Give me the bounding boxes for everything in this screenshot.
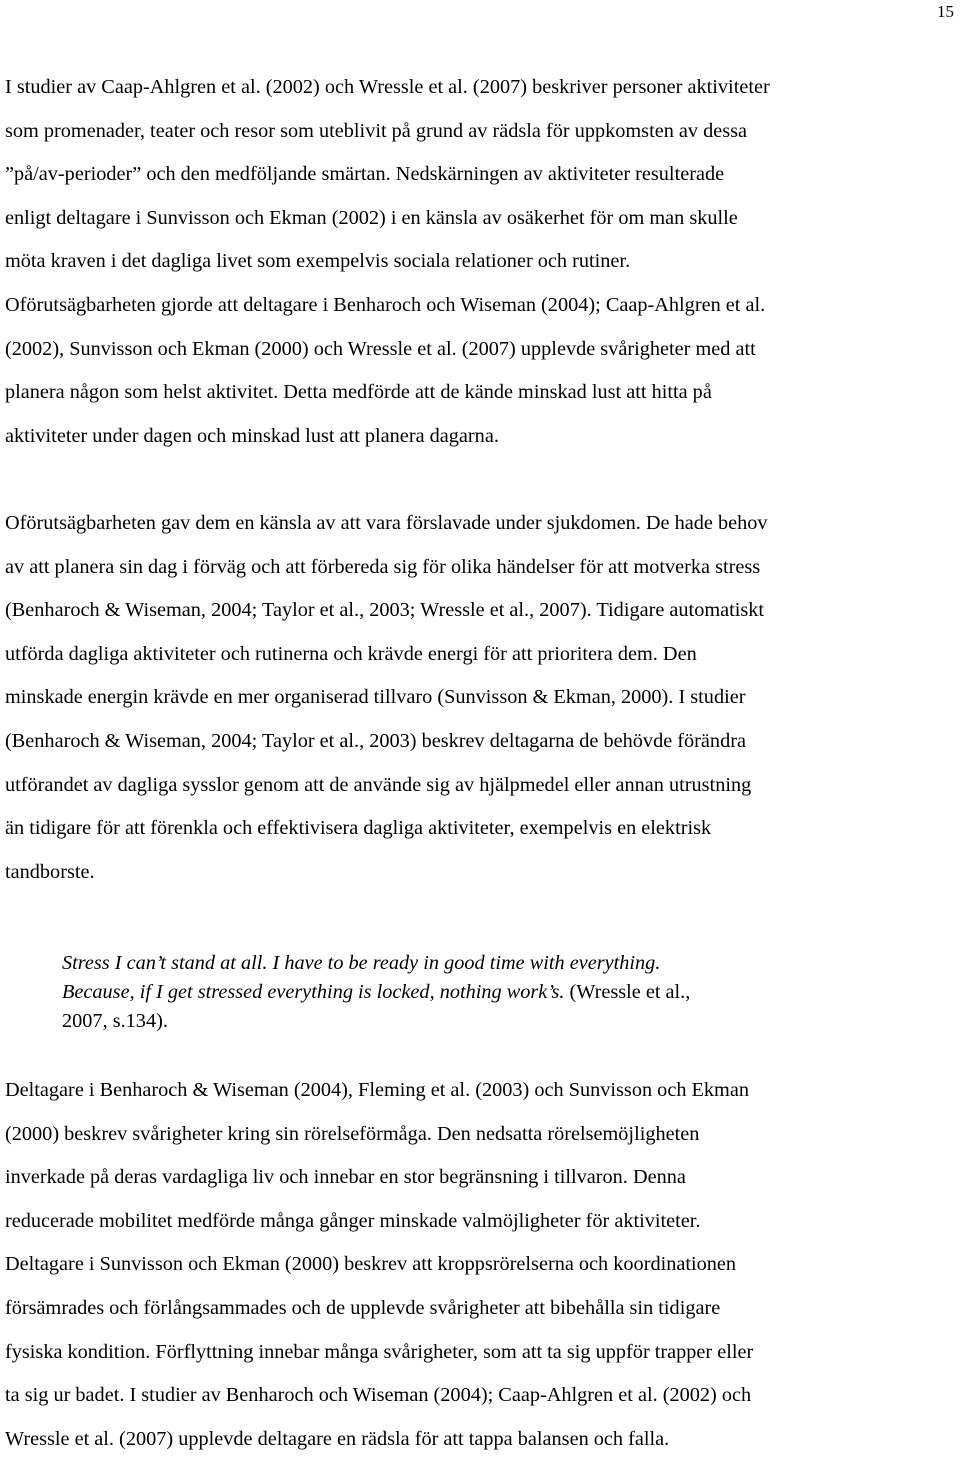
paragraph-3 <box>5 1069 960 1461</box>
text-line: utförandet av dagliga sysslor genom att de använde sig av hjälpmedel eller annan utrustning <box>5 773 752 796</box>
text-line: (2002), Sunvisson och Ekman (2000) och Wressle et al. (2007) upplevde svårigheter med att <box>5 337 756 360</box>
text-line: ”på/av-perioder” och den medföljande smärtan. Nedskärningen av aktiviteter resulterade <box>5 163 725 186</box>
text-line: ta sig ur badet. I studier av Benharoch och Wiseman (2004); Caap-Ahlgren et al. (2002) och <box>5 1384 752 1407</box>
text-line: reducerade mobilitet medförde många gånger minskade valmöjligheter för aktiviteter. <box>5 1209 701 1232</box>
text-line: som promenader, teater och resor som uteblivit på grund av rädsla för uppkomsten av dessa <box>5 119 748 142</box>
text-line: försämrades och förlångsammades och de upplevde svårigheter att bibehålla sin tidigare <box>5 1296 721 1319</box>
text-line: tandborste. <box>5 860 95 883</box>
quote-line: 2007, s.134). <box>62 1010 168 1032</box>
text-line: enligt deltagare i Sunvisson och Ekman (2002) i en känsla av osäkerhet för om man skulle <box>5 206 738 229</box>
quote-text: Because, if I get stressed everything is locked, nothing work’s. <box>62 981 565 1003</box>
text-line: planera någon som helst aktivitet. Detta medförde att de kände minskad lust att hitta på <box>5 381 712 404</box>
text-line: (Benharoch & Wiseman, 2004; Taylor et al., 2003) beskrev deltagarna de behövde förändra <box>5 729 746 752</box>
quote-line <box>62 978 942 1007</box>
text-line: I studier av Caap-Ahlgren et al. (2002) och Wressle et al. (2007) beskriver personer aktiviteter <box>5 76 770 98</box>
text-line: Oförutsägbarheten gjorde att deltagare i Benharoch och Wiseman (2004); Caap-Ahlgren et al. <box>5 293 766 316</box>
text-line: fysiska kondition. Förflyttning innebar många svårigheter, som att ta sig uppför trapper eller <box>5 1340 754 1363</box>
paragraph-1 <box>5 66 960 458</box>
quote-citation: (Wressle et al., <box>569 981 691 1003</box>
page-number: 15 <box>937 2 954 21</box>
text-line: (Benharoch & Wiseman, 2004; Taylor et al., 2003; Wressle et al., 2007). Tidigare automatiskt <box>5 599 765 622</box>
text-line: än tidigare för att förenkla och effektivisera dagliga aktiviteter, exempelvis en elektrisk <box>5 817 712 840</box>
text-line: inverkade på deras vardagliga liv och innebar en stor begränsning i tillvaron. Denna <box>5 1166 686 1189</box>
paragraph-2 <box>5 502 960 894</box>
text-line: Wressle et al. (2007) upplevde deltagare en rädsla för att tappa balansen och falla. <box>5 1427 670 1450</box>
text-line: av att planera sin dag i förväg och att förbereda sig för olika händelser för att motverka stress <box>5 555 761 578</box>
text-line: Oförutsägbarheten gav dem en känsla av att vara förslavade under sjukdomen. De hade behov <box>5 512 768 534</box>
text-line: möta kraven i det dagliga livet som exempelvis sociala relationer och rutiner. <box>5 250 631 273</box>
text-line: (2000) beskrev svårigheter kring sin rörelseförmåga. Den nedsatta rörelsemöjligheten <box>5 1122 700 1145</box>
text-line: Deltagare i Benharoch & Wiseman (2004), Fleming et al. (2003) och Sunvisson och Ekman <box>5 1079 749 1101</box>
text-line: utförda dagliga aktiviteter och rutinerna och krävde energi för att prioritera dem. Den <box>5 642 697 665</box>
text-line: aktiviteter under dagen och minskad lust att planera dagarna. <box>5 424 499 447</box>
text-line: Deltagare i Sunvisson och Ekman (2000) beskrev att kroppsrörelserna och koordinationen <box>5 1253 737 1276</box>
block-quote <box>62 949 942 1036</box>
quote-line: Stress I can’t stand at all. I have to be ready in good time with everything. <box>62 952 661 974</box>
text-line: minskade energin krävde en mer organiserad tillvaro (Sunvisson & Ekman, 2000). I studier <box>5 686 746 709</box>
